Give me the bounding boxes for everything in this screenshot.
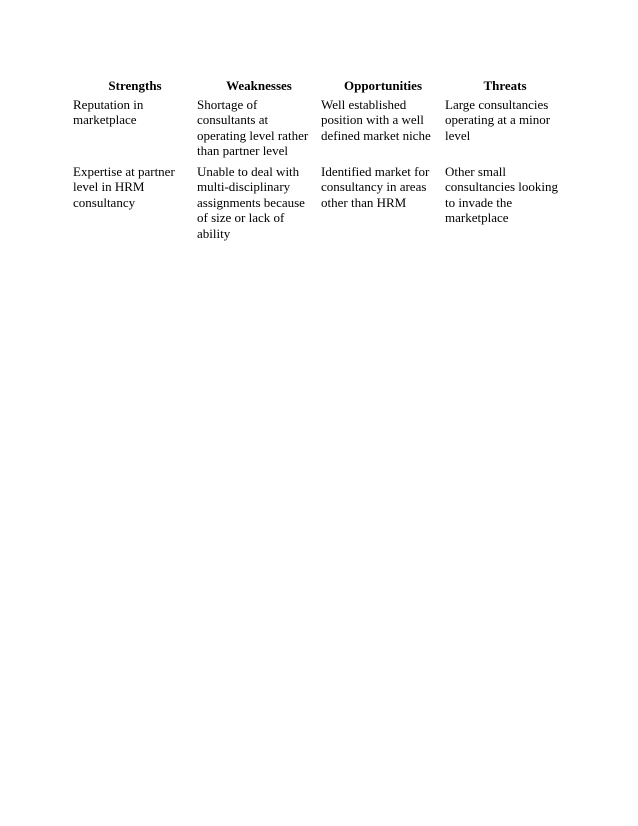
header-weaknesses: Weaknesses (226, 78, 292, 93)
table-cell: Unable to deal with multi-disciplinary assignments because of size or lack of ability (197, 163, 305, 241)
table-header-row (73, 78, 565, 97)
header-threats: Threats (483, 78, 527, 93)
table-cell: Shortage of consultants at operating level rather than partner level (197, 96, 309, 158)
table-cell: Large consultancies operating at a minor level (445, 96, 551, 143)
table-cell: Expertise at partner level in HRM consultancy (73, 163, 175, 210)
swot-table (73, 78, 565, 246)
table-cell: Identified market for consultancy in areas other than HRM (321, 163, 430, 210)
header-opportunities: Opportunities (343, 78, 422, 93)
table-row (73, 164, 565, 247)
header-strengths: Strengths (108, 78, 162, 93)
table-cell: Well established position with a well defined market niche (321, 96, 431, 143)
table-cell: Other small consultancies looking to invade the marketplace (445, 163, 559, 225)
table-row (73, 97, 565, 164)
table-cell: Reputation in marketplace (73, 96, 144, 127)
